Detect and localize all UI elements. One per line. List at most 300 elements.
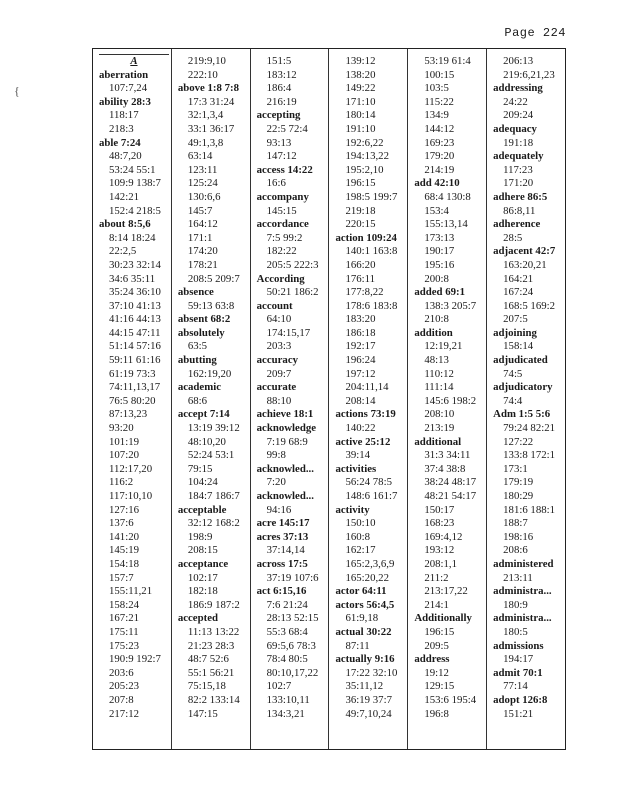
index-reference: 138:3 205:7: [424, 299, 477, 312]
index-reference: 22:2,5: [109, 245, 137, 258]
index-term: access 14:22: [256, 163, 313, 176]
index-reference: 213:19: [424, 422, 455, 435]
index-reference: 59:11 61:16: [109, 354, 161, 367]
index-reference: 87:11: [345, 639, 370, 652]
index-term: activity: [335, 503, 370, 516]
index-reference: 88:10: [266, 394, 292, 407]
index-reference: 219:18: [345, 204, 376, 217]
index-reference: 78:4 80:5: [266, 653, 308, 666]
index-reference: 79:15: [187, 462, 213, 475]
index-reference: 164:12: [187, 218, 218, 231]
index-reference: 48:13: [424, 354, 449, 367]
index-reference: 209:5: [424, 639, 449, 652]
index-reference: 87:13,23: [109, 408, 148, 421]
index-term: acres 37:13: [256, 530, 309, 543]
index-reference: 93:13: [266, 136, 292, 149]
index-reference: 163:20,21: [503, 258, 547, 271]
index-term: accepting: [256, 109, 301, 122]
index-reference: 180:29: [503, 490, 534, 502]
index-term: accuracy: [256, 354, 299, 367]
index-term: absence: [177, 286, 214, 299]
index-reference: 174:15,17: [266, 326, 311, 339]
index-term: adequacy: [493, 122, 537, 135]
index-reference: 191:18: [503, 136, 534, 149]
index-reference: 107:7,24: [109, 82, 148, 95]
index-reference: 102:7: [266, 680, 292, 693]
index-column-1: [93, 49, 172, 749]
index-reference: 200:8: [424, 272, 449, 285]
index-reference: 208:1,1: [424, 557, 458, 570]
index-reference: 129:15: [424, 680, 455, 693]
index-reference: 140:1 163:8: [345, 245, 398, 258]
index-reference: 208:5 209:7: [187, 272, 240, 285]
index-reference: 100:15: [424, 68, 455, 81]
index-reference: 165:2,3,6,9: [345, 557, 395, 570]
index-term: added 69:1: [414, 286, 466, 299]
index-term: acceptance: [177, 557, 229, 570]
index-term: actually 9:16: [335, 653, 395, 666]
index-term: acknowledge: [256, 422, 317, 435]
index-reference: 48:7,20: [109, 150, 142, 163]
index-reference: 48:21 54:17: [424, 490, 477, 502]
index-term: administra...: [493, 585, 552, 598]
index-reference: 195:16: [424, 258, 455, 271]
index-term: accept 7:14: [177, 408, 230, 421]
index-reference: 36:19 37:7: [345, 693, 392, 706]
index-term: Additionally: [414, 612, 472, 625]
index-reference: 139:12: [345, 55, 376, 67]
index-reference: 68:6: [187, 394, 208, 407]
index-reference: 112:17,20: [109, 462, 153, 475]
index-reference: 196:15: [345, 177, 376, 190]
index-reference: 138:20: [345, 68, 376, 81]
index-reference: 147:12: [266, 150, 297, 163]
index-column-4: [329, 49, 408, 749]
index-reference: 192:17: [345, 340, 376, 353]
index-reference: 74:11,13,17: [109, 381, 161, 394]
index-reference: 188:7: [503, 517, 528, 530]
index-reference: 204:11,14: [345, 381, 389, 394]
index-reference: 157:7: [109, 571, 134, 584]
index-reference: 21:23 28:3: [187, 639, 235, 652]
index-reference: 59:13 63:8: [187, 299, 235, 312]
index-reference: 179:20: [424, 150, 455, 163]
index-term: absent 68:2: [177, 313, 231, 326]
index-reference: 80:10,17,22: [266, 666, 319, 679]
index-reference: 28:13 52:15: [266, 612, 319, 625]
index-reference: 7:6 21:24: [266, 598, 308, 611]
index-term: acknowled...: [256, 462, 314, 475]
index-reference: 151:21: [503, 707, 534, 720]
index-term: achieve 18:1: [256, 408, 314, 421]
index-reference: 207:5: [503, 313, 528, 326]
index-reference: 164:21: [503, 272, 534, 285]
index-reference: 44:15 47:11: [109, 326, 161, 339]
index-reference: 151:5: [266, 55, 292, 67]
index-reference: 219:9,10: [187, 55, 226, 67]
index-term: account: [256, 299, 293, 312]
index-reference: 68:4 130:8: [424, 190, 471, 203]
index-reference: 196:8: [424, 707, 449, 720]
index-reference: 208:15: [187, 544, 218, 557]
index-reference: 175:23: [109, 639, 139, 652]
index-reference: 186:18: [345, 326, 376, 339]
index-reference: 186:9 187:2: [187, 598, 240, 611]
index-term: adequately: [493, 150, 544, 163]
index-reference: 152:4 218:5: [109, 204, 161, 217]
index-reference: 16:6: [266, 177, 286, 190]
index-reference: 99:8: [266, 449, 286, 462]
index-reference: 49:1,3,8: [187, 136, 224, 149]
index-reference: 127:22: [503, 435, 534, 448]
index-reference: 180:14: [345, 109, 376, 122]
index-reference: 32:1,3,4: [187, 109, 224, 122]
index-reference: 13:19 39:12: [187, 422, 240, 435]
index-term: add 42:10: [414, 177, 460, 190]
index-term: adhere 86:5: [493, 190, 548, 203]
index-reference: 55:3 68:4: [266, 625, 308, 638]
index-reference: 154:18: [109, 557, 139, 570]
index-reference: 145:6 198:2: [424, 394, 477, 407]
index-reference: 184:7 186:7: [187, 490, 240, 502]
index-term: abutting: [177, 354, 217, 367]
index-reference: 197:12: [345, 367, 376, 380]
index-reference: 55:1 56:21: [187, 666, 235, 679]
index-reference: 93:20: [109, 422, 134, 435]
index-reference: 150:17: [424, 503, 455, 516]
index-reference: 205:5 222:3: [266, 258, 319, 271]
index-reference: 192:6,22: [345, 136, 384, 149]
index-reference: 94:16: [266, 503, 292, 516]
index-term: accordance: [256, 218, 309, 231]
index-reference: 220:15: [345, 218, 376, 231]
index-reference: 141:20: [109, 530, 139, 543]
index-reference: 48:7 52:6: [187, 653, 229, 666]
index-reference: 180:5: [503, 625, 528, 638]
index-reference: 41:16 44:13: [109, 313, 161, 326]
index-term: activities: [335, 462, 377, 475]
index-reference: 37:10 41:13: [109, 299, 161, 312]
index-term: Adm 1:5 5:6: [493, 408, 551, 421]
index-column-5: [408, 49, 487, 749]
index-term: adherence: [493, 218, 541, 231]
index-reference: 64:10: [266, 313, 292, 326]
index-reference: 145:15: [266, 204, 297, 217]
index-reference: 180:9: [503, 598, 528, 611]
index-reference: 193:12: [424, 544, 455, 557]
index-reference: 208:6: [503, 544, 528, 557]
index-term: actors 56:4,5: [335, 598, 395, 611]
index-reference: 176:11: [345, 272, 376, 285]
index-reference: 210:8: [424, 313, 449, 326]
index-reference: 35:24 36:10: [109, 286, 161, 299]
index-term: addition: [414, 326, 453, 339]
index-reference: 207:8: [109, 693, 134, 706]
index-reference: 102:17: [187, 571, 218, 584]
index-term: acceptable: [177, 503, 227, 516]
index-reference: 28:5: [503, 231, 523, 244]
index-reference: 69:5,6 78:3: [266, 639, 316, 652]
index-reference: 183:12: [266, 68, 297, 81]
index-reference: 116:2: [109, 476, 134, 489]
index-table: [92, 48, 566, 750]
index-reference: 166:20: [345, 258, 376, 271]
index-reference: 103:5: [424, 82, 449, 95]
index-reference: 86:8,11: [503, 204, 536, 217]
index-reference: 178:6 183:8: [345, 299, 398, 312]
index-term: accompany: [256, 190, 309, 203]
index-term: acre 145:17: [256, 517, 310, 530]
index-term: adjacent 42:7: [493, 245, 556, 258]
index-reference: 142:21: [109, 190, 139, 203]
index-reference: 48:10,20: [187, 435, 226, 448]
index-reference: 123:11: [187, 163, 218, 176]
index-reference: 149:22: [345, 82, 376, 95]
index-reference: 158:14: [503, 340, 534, 353]
index-reference: 165:20,22: [345, 571, 389, 584]
index-reference: 198:9: [187, 530, 213, 543]
index-term: administra...: [493, 612, 552, 625]
index-term: ability 28:3: [99, 95, 151, 108]
index-reference: 208:10: [424, 408, 455, 421]
index-reference: 8:14 18:24: [109, 231, 156, 244]
index-reference: 140:22: [345, 422, 376, 435]
margin-mark: {: [14, 84, 20, 98]
index-reference: 205:23: [109, 680, 139, 693]
index-reference: 50:21 186:2: [266, 286, 319, 299]
index-reference: 37:4 38:8: [424, 462, 466, 475]
index-reference: 198:16: [503, 530, 534, 543]
index-reference: 218:3: [109, 122, 134, 135]
index-term: active 25:12: [335, 435, 391, 448]
index-reference: 53:19 61:4: [424, 55, 471, 67]
index-term: addressing: [493, 82, 543, 95]
index-reference: 216:19: [266, 95, 297, 108]
index-column-3: [251, 49, 330, 749]
index-reference: 194:13,22: [345, 150, 389, 163]
index-term: According: [256, 272, 305, 285]
index-reference: 162:17: [345, 544, 376, 557]
index-reference: 101:19: [109, 435, 139, 448]
index-reference: 134:3,21: [266, 707, 305, 720]
index-reference: 61:9,18: [345, 612, 379, 625]
index-term: act 6:15,16: [256, 585, 307, 598]
index-reference: 181:6 188:1: [503, 503, 556, 516]
index-reference: 137:6: [109, 517, 134, 530]
index-reference: 195:2,10: [345, 163, 384, 176]
index-reference: 63:14: [187, 150, 213, 163]
index-reference: 186:4: [266, 82, 292, 95]
index-term: able 7:24: [99, 136, 141, 149]
index-reference: 79:24 82:21: [503, 422, 556, 435]
index-reference: 22:5 72:4: [266, 122, 308, 135]
index-reference: 74:4: [503, 394, 523, 407]
index-term: absolutely: [177, 326, 225, 339]
index-reference: 117:23: [503, 163, 533, 176]
index-term: administered: [493, 557, 554, 570]
index-term: actions 73:19: [335, 408, 396, 421]
index-reference: 110:12: [424, 367, 454, 380]
index-reference: 155:11,21: [109, 585, 153, 598]
index-term: admit 70:1: [493, 666, 543, 679]
index-reference: 191:10: [345, 122, 376, 135]
index-reference: 144:12: [424, 122, 455, 135]
index-reference: 104:24: [187, 476, 218, 489]
index-term: adjudicated: [493, 354, 548, 367]
index-reference: 49:7,10,24: [345, 707, 392, 720]
index-reference: 213:17,22: [424, 585, 468, 598]
index-term: adopt 126:8: [493, 693, 548, 706]
index-reference: 117:10,10: [109, 490, 153, 502]
index-reference: 130:6,6: [187, 190, 221, 203]
index-reference: 153:6 195:4: [424, 693, 477, 706]
index-reference: 56:24 78:5: [345, 476, 392, 489]
index-reference: 183:20: [345, 313, 376, 326]
index-column-2: [172, 49, 251, 749]
page-number: Page 224: [504, 26, 566, 40]
index-reference: 160:8: [345, 530, 371, 543]
index-reference: 115:22: [424, 95, 454, 108]
index-reference: 74:5: [503, 367, 523, 380]
index-reference: 82:2 133:14: [187, 693, 240, 706]
index-reference: 214:19: [424, 163, 455, 176]
index-reference: 17:22 32:10: [345, 666, 398, 679]
index-reference: 134:9: [424, 109, 449, 122]
index-reference: 153:4: [424, 204, 449, 217]
index-reference: 19:12: [424, 666, 449, 679]
index-reference: 24:22: [503, 95, 528, 108]
index-reference: 171:20: [503, 177, 534, 190]
index-reference: 39:14: [345, 449, 371, 462]
index-reference: 127:16: [109, 503, 139, 516]
index-reference: 30:23 32:14: [109, 258, 161, 271]
index-reference: 77:14: [503, 680, 528, 693]
index-reference: 173:1: [503, 462, 528, 475]
index-reference: 209:24: [503, 109, 534, 122]
index-reference: 145:7: [187, 204, 213, 217]
index-term: academic: [177, 381, 221, 394]
index-term: about 8:5,6: [99, 218, 151, 231]
index-reference: 133:8 172:1: [503, 449, 556, 462]
index-term: adjoining: [493, 326, 537, 339]
index-reference: 209:7: [266, 367, 292, 380]
index-reference: 211:2: [424, 571, 449, 584]
index-term: above 1:8 7:8: [177, 82, 240, 95]
index-reference: 162:19,20: [187, 367, 232, 380]
index-reference: 147:15: [187, 707, 218, 720]
index-reference: 169:23: [424, 136, 455, 149]
index-reference: 196:24: [345, 354, 376, 367]
index-reference: 51:14 57:16: [109, 340, 161, 353]
index-reference: 12:19,21: [424, 340, 463, 353]
index-reference: 203:6: [109, 666, 134, 679]
index-reference: 219:6,21,23: [503, 68, 555, 81]
index-term: action 109:24: [335, 231, 397, 244]
index-reference: 35:11,12: [345, 680, 384, 693]
index-reference: 52:24 53:1: [187, 449, 235, 462]
index-reference: 63:5: [187, 340, 208, 353]
index-reference: 179:19: [503, 476, 534, 489]
index-reference: 217:12: [109, 707, 139, 720]
index-reference: 32:12 168:2: [187, 517, 240, 530]
index-reference: 7:19 68:9: [266, 435, 308, 448]
index-reference: 111:14: [424, 381, 454, 394]
index-reference: 33:1 36:17: [187, 122, 235, 135]
index-reference: 196:15: [424, 625, 455, 638]
index-reference: 148:6 161:7: [345, 490, 398, 502]
index-term: admissions: [493, 639, 544, 652]
section-letter: A: [99, 54, 169, 69]
index-reference: 145:19: [109, 544, 139, 557]
index-reference: 150:10: [345, 517, 376, 530]
index-reference: 31:3 34:11: [424, 449, 471, 462]
index-reference: 17:3 31:24: [187, 95, 235, 108]
index-term: across 17:5: [256, 557, 308, 570]
index-reference: 155:13,14: [424, 218, 468, 231]
index-reference: 178:21: [187, 258, 218, 271]
index-reference: 37:14,14: [266, 544, 305, 557]
index-reference: 190:17: [424, 245, 455, 258]
index-reference: 182:18: [187, 585, 218, 598]
index-reference: 125:24: [187, 177, 218, 190]
index-term: address: [414, 653, 450, 666]
index-reference: 177:8,22: [345, 286, 384, 299]
index-reference: 182:22: [266, 245, 297, 258]
index-reference: 118:17: [109, 109, 139, 122]
index-reference: 75:15,18: [187, 680, 226, 693]
index-reference: 173:13: [424, 231, 455, 244]
index-reference: 7:20: [266, 476, 286, 489]
index-reference: 222:10: [187, 68, 218, 81]
index-reference: 214:1: [424, 598, 449, 611]
index-reference: 208:14: [345, 394, 376, 407]
index-reference: 107:20: [109, 449, 139, 462]
index-term: aberration: [99, 68, 149, 81]
index-reference: 206:13: [503, 55, 534, 67]
index-term: acknowled...: [256, 490, 314, 502]
index-term: actor 64:11: [335, 585, 387, 598]
index-reference: 38:24 48:17: [424, 476, 477, 489]
index-reference: 109:9 138:7: [109, 177, 161, 190]
index-reference: 168:23: [424, 517, 455, 530]
index-reference: 7:5 99:2: [266, 231, 303, 244]
index-column-6: [487, 49, 565, 749]
index-reference: 167:21: [109, 612, 139, 625]
index-reference: 190:9 192:7: [109, 653, 161, 666]
index-reference: 174:20: [187, 245, 218, 258]
index-reference: 168:5 169:2: [503, 299, 556, 312]
index-reference: 213:11: [503, 571, 533, 584]
index-reference: 198:5 199:7: [345, 190, 398, 203]
index-term: accurate: [256, 381, 297, 394]
index-reference: 61:19 73:3: [109, 367, 156, 380]
index-reference: 169:4,12: [424, 530, 463, 543]
index-reference: 53:24 55:1: [109, 163, 156, 176]
index-reference: 158:24: [109, 598, 139, 611]
index-reference: 133:10,11: [266, 693, 310, 706]
index-reference: 37:19 107:6: [266, 571, 319, 584]
index-reference: 175:11: [109, 625, 139, 638]
index-term: adjudicatory: [493, 381, 553, 394]
index-term: actual 30:22: [335, 625, 392, 638]
index-term: accepted: [177, 612, 219, 625]
index-reference: 11:13 13:22: [187, 625, 240, 638]
index-reference: 203:3: [266, 340, 292, 353]
index-reference: 34:6 35:11: [109, 272, 156, 285]
index-reference: 167:24: [503, 286, 534, 299]
index-term: additional: [414, 435, 462, 448]
index-reference: 171:10: [345, 95, 376, 108]
